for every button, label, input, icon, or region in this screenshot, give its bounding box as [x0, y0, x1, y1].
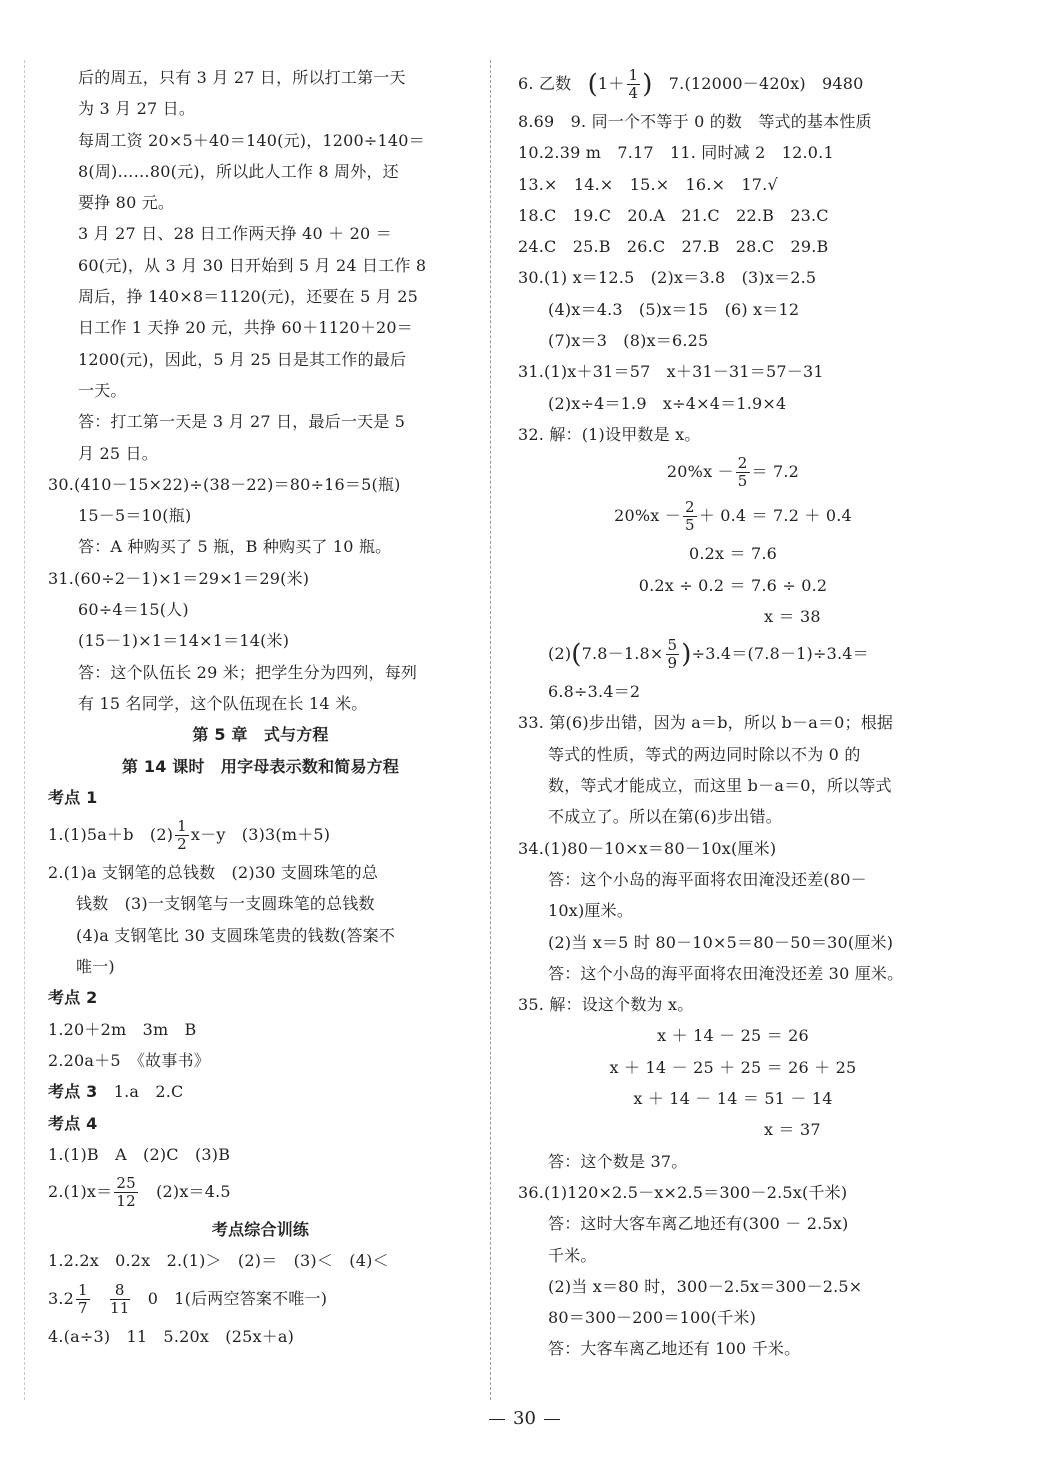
lesson-title: 第 14 课时 用字母表示数和简易方程 [121, 756, 400, 776]
numerator: 2 [737, 454, 748, 473]
text-segment: 6. 乙数 [518, 74, 572, 93]
text-segment: 3.2 [48, 1288, 75, 1308]
denominator: 12 [116, 1192, 136, 1211]
text-line: (7)x＝3 (8)x＝6.25 [548, 331, 709, 351]
page-number: 30 [513, 1408, 536, 1429]
text-line: 为 3 月 27 日。 [78, 99, 196, 119]
right-paren: ) [642, 69, 653, 100]
numerator: 1 [628, 66, 639, 84]
text-line: 60÷4＝15(人) [78, 600, 189, 620]
numerator: 5 [667, 636, 678, 655]
question-line [48, 1277, 473, 1321]
equation-line: x ＋ 14 － 25 ＝ 26 [657, 1026, 809, 1046]
question-line [48, 1170, 473, 1214]
text-line: 80＝300－200＝100(千米) [548, 1308, 757, 1328]
answer-line: 答：这个小岛的海平面将农田淹没还差 30 厘米。 [548, 963, 904, 983]
column-divider [490, 60, 491, 1400]
numerator: 1 [78, 1280, 88, 1299]
chapter-title: 第 5 章 式与方程 [192, 725, 329, 745]
question-line: 1.2.2x 0.2x 2.(1)＞ (2)＝ (3)＜ (4)＜ [48, 1251, 389, 1271]
text-segment: 0 1(后两空答案不唯一) [147, 1288, 328, 1308]
margin-line [24, 60, 25, 1400]
text-line: 一天。 [78, 380, 127, 400]
text-line: (4)a 支钢笔比 30 支圆珠笔贵的钱数(答案不 [76, 925, 396, 945]
right-paren: ) [681, 639, 692, 670]
text-line: 等式的性质，等式的两边同时除以不为 0 的 [548, 744, 861, 764]
fraction [76, 1282, 90, 1317]
question-31: 31.(1)x＋31＝57 x＋31－31＝57－31 [518, 362, 824, 382]
text-line: 不成立了。所以在第(6)步出错。 [548, 807, 782, 827]
equation-line: 0.2x ÷ 0.2 ＝ 7.6 ÷ 0.2 [638, 575, 828, 595]
text-segment: 1.(1)5a＋b (2) [48, 825, 174, 845]
equation-line [518, 632, 938, 676]
text-line: 唯一) [76, 957, 115, 977]
page-footer [0, 1408, 1049, 1429]
question-line: 13.× 14.× 15.× 16.× 17.√ [518, 174, 778, 194]
text-segment: 20%x － [666, 462, 734, 482]
question-line: 1.20＋2m 3m B [48, 1019, 197, 1039]
text-line: 千米。 [548, 1245, 597, 1265]
text-line: 月 25 日。 [78, 443, 158, 463]
question-2: 2.(1)a 支钢笔的总钱数 (2)30 支圆珠笔的总 [48, 863, 379, 883]
equation-line: x ＋ 14 － 14 ＝ 51 － 14 [633, 1089, 833, 1109]
text-segment: 7.(12000－420x) 9480 [668, 74, 864, 93]
numerator: 2 [684, 498, 695, 517]
text-segment: ＋ 0.4 ＝ 7.2 ＋ 0.4 [698, 506, 852, 526]
text-line: 要挣 80 元。 [78, 193, 175, 213]
answer-line: 答：这时大客车离乙地还有(300 － 2.5x) [548, 1214, 849, 1234]
question-line: 2.20a＋5 《故事书》 [48, 1050, 210, 1070]
denominator: 5 [737, 472, 748, 491]
numerator: 8 [110, 1282, 130, 1300]
text-line: 答：打工第一天是 3 月 27 日，最后一天是 5 [78, 412, 406, 432]
question-31: 31.(60÷2－1)×1＝29×1＝29(米) [48, 568, 310, 588]
text-segment: (2)x＝4.5 [156, 1182, 231, 1202]
text-line: (2)x÷4＝1.9 x÷4×4＝1.9×4 [548, 393, 787, 413]
section-label: 考点 3 [48, 1082, 98, 1102]
denominator: 4 [628, 84, 639, 102]
text-segment: x－y (3)3(m＋5) [190, 825, 331, 845]
question-35: 35. 解：设这个数为 x。 [518, 995, 694, 1015]
text-line: 3 月 27 日、28 日工作两天挣 40 ＋ 20 ＝ [78, 224, 392, 244]
text-line: (2)当 x＝5 时 80－10×5＝80－50＝30(厘米) [548, 932, 894, 952]
fraction [666, 637, 680, 672]
answer-line: 答：这个小岛的海平面将农田淹没还差(80－ [548, 869, 867, 889]
section-label: 考点 1 [48, 787, 98, 807]
answer-line: 答：这个数是 37。 [548, 1151, 688, 1171]
text-line: 日工作 1 天挣 20 元，共挣 60＋1120＋20＝ [78, 318, 414, 338]
section-3-row [48, 1076, 473, 1107]
answer-line: 答：这个队伍长 29 米；把学生分为四列，每列 [78, 662, 418, 682]
fraction [683, 499, 697, 534]
denominator: 11 [110, 1298, 130, 1317]
denominator: 7 [78, 1298, 88, 1317]
left-paren: ( [571, 639, 582, 670]
fraction [736, 455, 750, 490]
text-line: 8(周)……80(元)，所以此人工作 8 周外，还 [78, 161, 399, 181]
text-line: (15－1)×1＝14×1＝14(米) [78, 631, 290, 651]
numerator: 25 [116, 1174, 136, 1193]
question-30: 30.(1) x＝12.5 (2)x＝3.8 (3)x＝2.5 [518, 268, 817, 288]
text-segment: 1.a 2.C [113, 1082, 184, 1102]
left-paren: ( [587, 69, 598, 100]
text-segment: ÷3.4＝(7.8－1)÷3.4＝ [691, 644, 869, 664]
text-line: 每周工资 20×5＋40＝140(元)，1200÷140＝ [78, 130, 425, 150]
question-34: 34.(1)80－10×x＝80－10x(厘米) [518, 838, 777, 858]
denominator: 2 [177, 835, 187, 854]
fraction [627, 67, 641, 102]
text-line: 60(元)，从 3 月 30 日开始到 5 月 24 日工作 8 [78, 255, 427, 275]
text-line: 6.8÷3.4＝2 [548, 682, 641, 702]
text-segment: ＝ 7.2 [751, 462, 800, 482]
text-segment: 20%x － [614, 506, 681, 526]
question-36: 36.(1)120×2.5－x×2.5＝300－2.5x(千米) [518, 1182, 848, 1202]
question-line: 10.2.39 m 7.17 11. 同时减 2 12.0.1 [518, 143, 834, 163]
equation-line: 0.2x ＝ 7.6 [688, 544, 778, 564]
text-line: 有 15 名同学，这个队伍现在长 14 米。 [78, 693, 368, 713]
fraction [175, 818, 189, 853]
text-line: (4)x＝4.3 (5)x＝15 (6) x＝12 [548, 299, 800, 319]
text-line: 1200(元)，因此，5 月 25 日是其工作的最后 [78, 349, 407, 369]
dash [489, 1419, 505, 1420]
denominator: 9 [667, 654, 678, 673]
text-line: (2)当 x＝80 时，300－2.5x＝300－2.5× [548, 1276, 863, 1296]
question-line: 24.C 25.B 26.C 27.B 28.C 29.B [518, 237, 829, 257]
text-segment: 2.(1)x＝ [48, 1182, 113, 1202]
equation-line [518, 494, 938, 538]
denominator: 5 [684, 516, 695, 535]
left-column [48, 62, 473, 1352]
dash [544, 1419, 560, 1420]
fraction [110, 1282, 130, 1317]
numerator: 1 [177, 817, 187, 836]
question-line: 4.(a÷3) 11 5.20x (25x＋a) [48, 1326, 295, 1346]
text-line: 10x)厘米。 [548, 901, 634, 921]
right-column [518, 62, 938, 1365]
equation-line: x ＝ 37 [764, 1120, 821, 1140]
fraction [114, 1175, 138, 1210]
question-32: 32. 解：(1)设甲数是 x。 [518, 424, 701, 444]
section-title: 考点综合训练 [211, 1220, 310, 1240]
text-segment: 1＋ [597, 74, 625, 93]
question-6 [518, 62, 938, 106]
text-line: 后的周五，只有 3 月 27 日，所以打工第一天 [78, 68, 406, 87]
text-line: 数，等式才能成立，而这里 b－a＝0，所以等式 [548, 776, 892, 796]
question-line: 8.69 9. 同一个不等于 0 的数 等式的基本性质 [518, 112, 872, 131]
question-line: 1.(1)B A (2)C (3)B [48, 1144, 231, 1164]
question-33: 33. 第(6)步出错，因为 a＝b，所以 b－a＝0；根据 [518, 713, 894, 733]
text-line: 周后，挣 140×8＝1120(元)，还要在 5 月 25 [78, 287, 419, 307]
equation-line: x ＋ 14 － 25 ＋ 25 ＝ 26 ＋ 25 [609, 1057, 857, 1077]
section-label: 考点 4 [48, 1113, 98, 1133]
text-segment: (2) [548, 644, 572, 664]
question-30: 30.(410－15×22)÷(38－22)＝80÷16＝5(瓶) [48, 474, 401, 494]
equation-line: x ＝ 38 [764, 606, 821, 626]
text-line: 15－5＝10(瓶) [78, 506, 192, 526]
section-label: 考点 2 [48, 988, 98, 1008]
question-1 [48, 813, 473, 857]
equation-line [518, 450, 938, 494]
answer-line: 答：A 种购买了 5 瓶，B 种购买了 10 瓶。 [78, 537, 392, 557]
text-line: 钱数 (3)一支钢笔与一支圆珠笔的总钱数 [76, 894, 375, 914]
text-segment: 7.8－1.8× [581, 644, 664, 664]
answer-line: 答：大客车离乙地还有 100 千米。 [548, 1339, 801, 1359]
question-line: 18.C 19.C 20.A 21.C 22.B 23.C [518, 205, 829, 225]
